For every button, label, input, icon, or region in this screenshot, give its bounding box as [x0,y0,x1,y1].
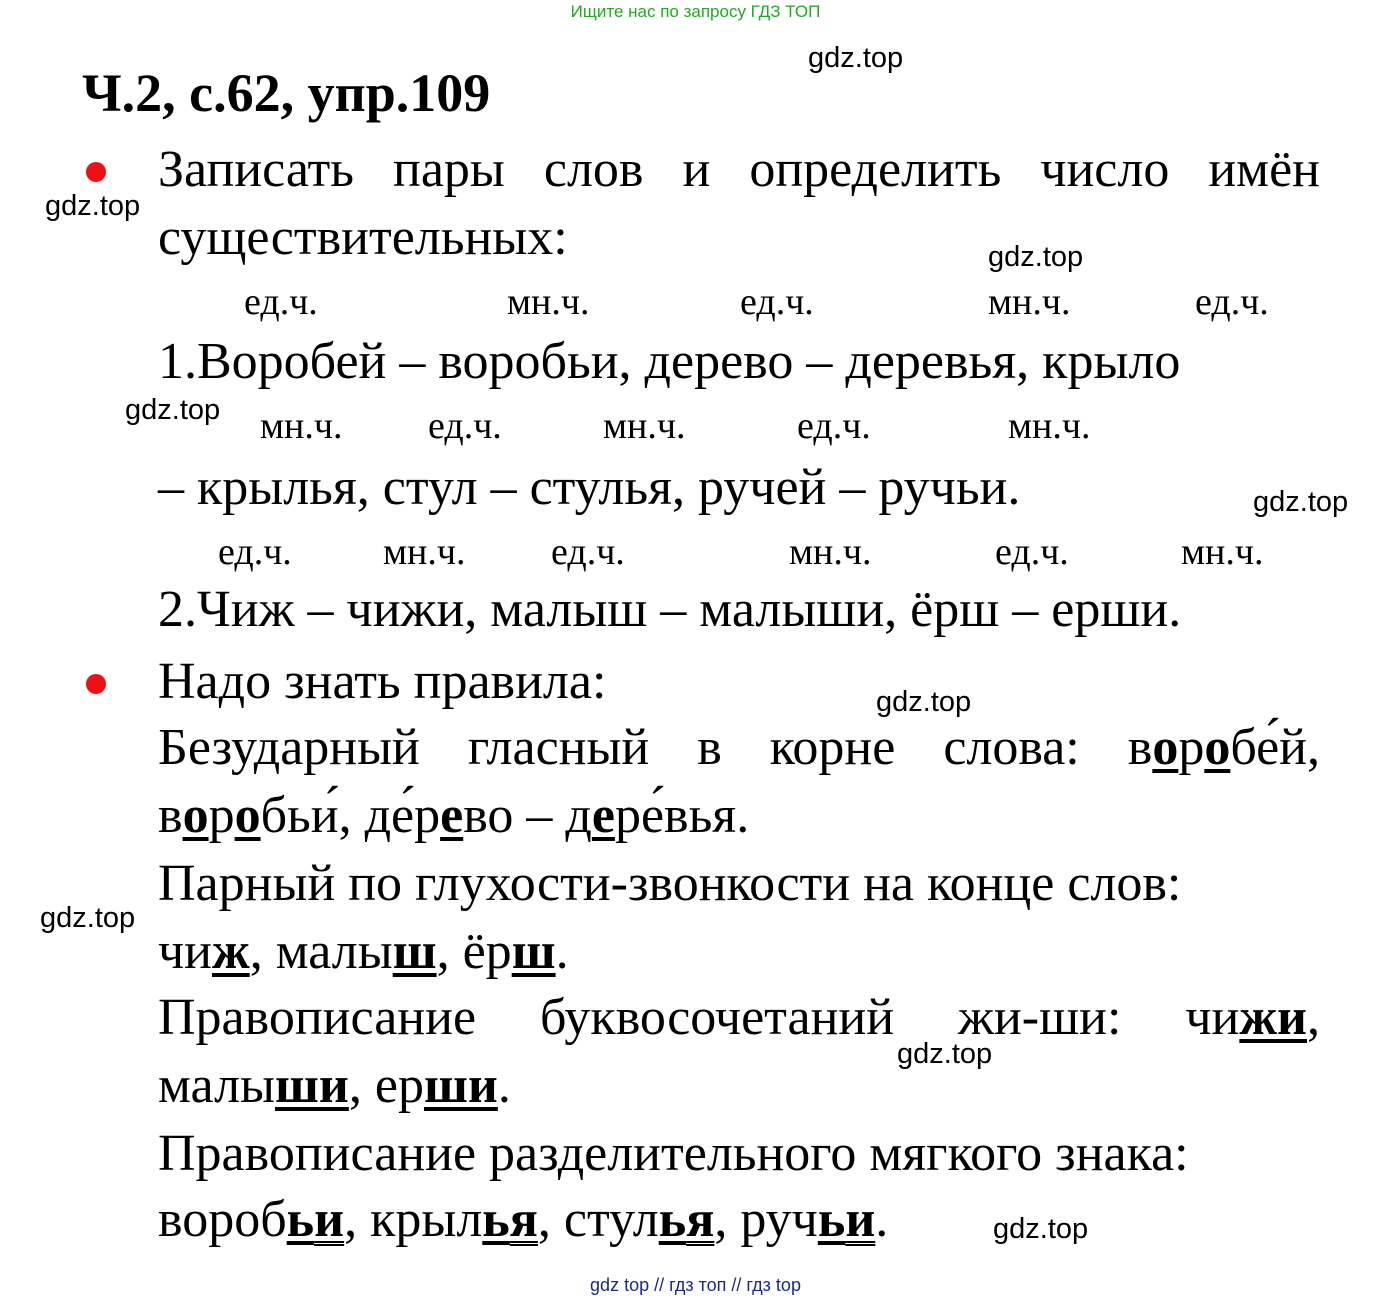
rule-soft-sign-examples: воробьи, крылья, стулья, ручьи. [158,1191,889,1248]
number-label: ед.ч. [995,531,1069,573]
number-label: мн.ч. [383,531,466,573]
number-label: мн.ч. [1181,531,1264,573]
rules-heading: Надо знать правила: [158,653,607,710]
answer-line-2: – крылья, стул – стулья, ручей – ручьи. [158,459,1021,516]
footer-text: gdz top // гдз топ // гдз top [590,1275,801,1295]
page-title: Ч.2, с.62, упр.109 [82,63,491,123]
rule-zhi-shi: Правописание буквосочетаний жи-ши: чижи, [158,989,1320,1046]
rule-paired-consonant-examples: чиж, малыш, ёрш. [158,923,569,980]
watermark: gdz.top [897,1038,993,1070]
bullet-icon [86,674,106,694]
rule-soft-sign: Правописание разделительного мягкого знака: [158,1125,1189,1182]
number-label: ед.ч. [551,531,625,573]
watermark: gdz.top [993,1213,1089,1245]
watermark: gdz.top [40,902,136,934]
rule-unstressed-vowel-examples: воробьи́, де́рево – дере́вья. [158,787,750,844]
task-line-2: существительных: [158,209,568,266]
bullet-icon [86,162,106,182]
number-label: ед.ч. [740,281,814,323]
number-label: мн.ч. [789,531,872,573]
answer-line-3: 2.Чиж – чижи, малыш – малыши, ёрш – ерши. [158,581,1182,638]
number-label: мн.ч. [260,405,343,447]
number-label: ед.ч. [428,405,502,447]
rule-unstressed-vowel: Безударный гласный в корне слова: воробе́й, [158,719,1321,776]
number-label: мн.ч. [603,405,686,447]
watermark: gdz.top [808,42,904,74]
answer-line-1: 1.Воробей – воробьи, дерево – деревья, крыло [158,333,1181,390]
watermark: gdz.top [45,190,141,222]
watermark: gdz.top [125,394,221,426]
number-label: мн.ч. [507,281,590,323]
task-line-1: Записать пары слов и определить число имён [158,141,1320,198]
rule-paired-consonant: Парный по глухости-звонкости на конце слов: [158,855,1182,912]
top-banner: Ищите нас по запросу ГДЗ ТОП [570,2,821,21]
number-label: ед.ч. [1195,281,1269,323]
watermark: gdz.top [1253,486,1349,518]
number-label: мн.ч. [988,281,1071,323]
number-label: ед.ч. [244,281,318,323]
rule-zhi-shi-examples: малыши, ерши. [158,1057,511,1114]
number-label: мн.ч. [1008,405,1091,447]
watermark: gdz.top [988,241,1084,273]
watermark: gdz.top [876,686,972,718]
number-label: ед.ч. [797,405,871,447]
number-label: ед.ч. [218,531,292,573]
